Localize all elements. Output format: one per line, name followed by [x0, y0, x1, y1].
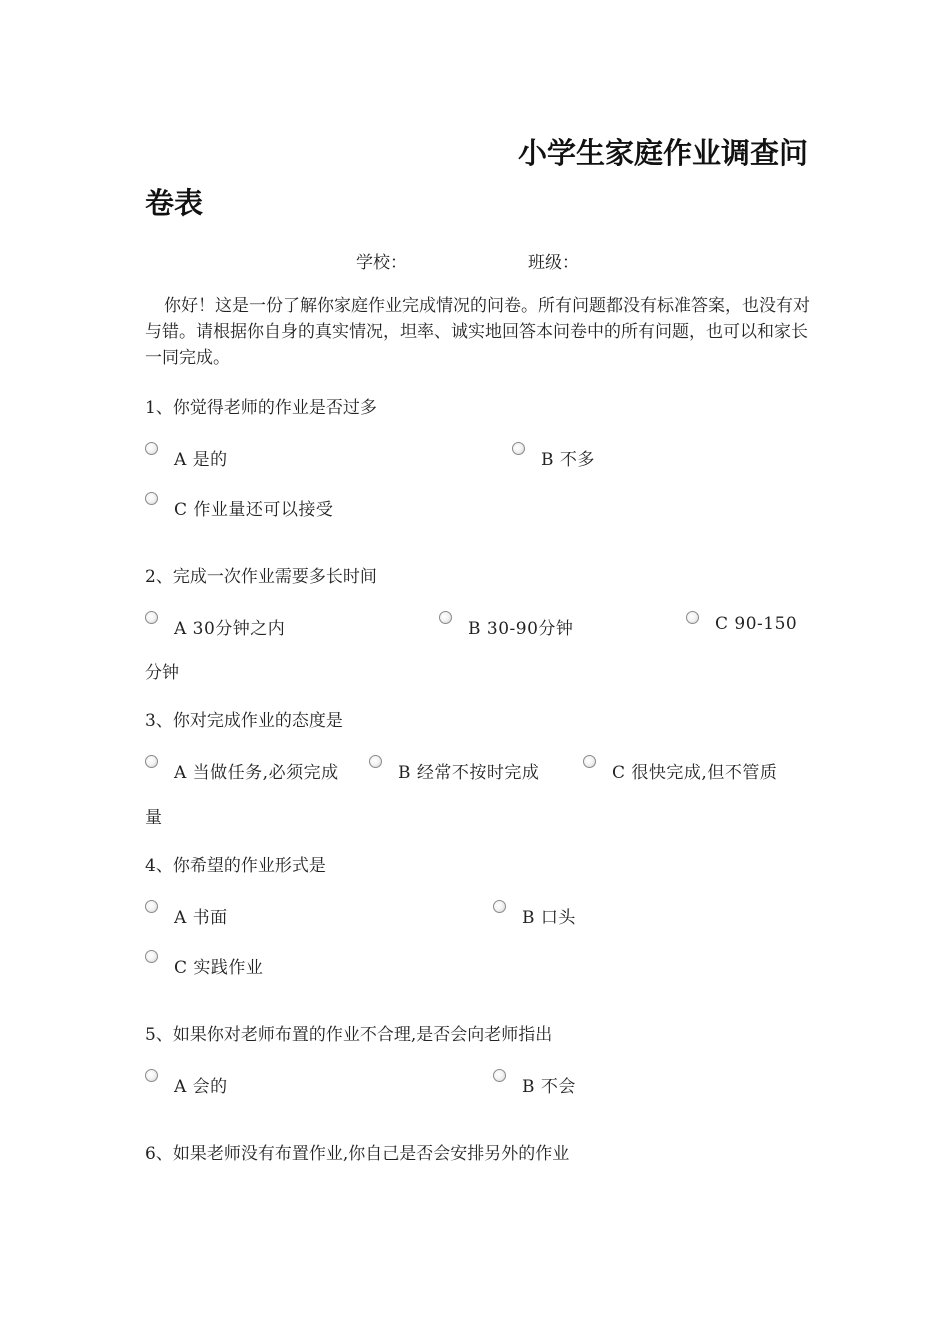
- radio-button-icon[interactable]: [439, 611, 452, 624]
- q5-option-b[interactable]: B 不会: [493, 1072, 576, 1097]
- radio-button-icon[interactable]: [493, 900, 506, 913]
- question-1: 1、你觉得老师的作业是否过多: [145, 398, 377, 418]
- radio-button-icon[interactable]: [145, 1069, 158, 1082]
- title-line-1: 小学生家庭作业调查问: [518, 136, 809, 170]
- q2-option-a[interactable]: A 30分钟之内: [145, 614, 285, 639]
- intro-paragraph: 你好！这是一份了解你家庭作业完成情况的问卷。所有问题都没有标准答案，也没有对与错。请根据你自身的真实情况，坦率、诚实地回答本问卷中的所有问题，也可以和家长一同完成。: [145, 296, 810, 368]
- class-label: 班级：: [528, 253, 579, 273]
- q1-option-a[interactable]: A 是的: [145, 445, 228, 470]
- radio-button-icon[interactable]: [145, 442, 158, 455]
- q5-option-a[interactable]: A 会的: [145, 1072, 228, 1097]
- question-4: 4、你希望的作业形式是: [145, 856, 326, 876]
- q3-option-c[interactable]: C 很快完成,但不管质: [583, 758, 777, 783]
- q4-option-a[interactable]: A 书面: [145, 903, 228, 928]
- question-6: 6、如果老师没有布置作业,你自己是否会安排另外的作业: [145, 1144, 570, 1164]
- radio-button-icon[interactable]: [512, 442, 525, 455]
- title-line-2: 卷表: [145, 186, 204, 220]
- q3-option-a[interactable]: A 当做任务,必须完成: [145, 758, 339, 783]
- radio-button-icon[interactable]: [686, 611, 699, 624]
- radio-button-icon[interactable]: [493, 1069, 506, 1082]
- q2-option-b[interactable]: B 30-90分钟: [439, 614, 573, 639]
- radio-button-icon[interactable]: [145, 611, 158, 624]
- radio-button-icon[interactable]: [369, 755, 382, 768]
- q4-option-b[interactable]: B 口头: [493, 903, 576, 928]
- q4-option-c[interactable]: C 实践作业: [145, 953, 263, 978]
- radio-button-icon[interactable]: [145, 900, 158, 913]
- q2-option-c[interactable]: C 90-150: [686, 614, 797, 634]
- radio-button-icon[interactable]: [583, 755, 596, 768]
- radio-button-icon[interactable]: [145, 755, 158, 768]
- radio-button-icon[interactable]: [145, 950, 158, 963]
- question-3: 3、你对完成作业的态度是: [145, 711, 343, 731]
- question-2: 2、完成一次作业需要多长时间: [145, 567, 377, 587]
- q1-option-b[interactable]: B 不多: [512, 445, 595, 470]
- q2-option-c-wrap: 分钟: [145, 663, 179, 683]
- q3-option-c-wrap: 量: [145, 808, 162, 828]
- q3-option-b[interactable]: B 经常不按时完成: [369, 758, 539, 783]
- school-label: 学校：: [356, 253, 407, 273]
- q1-option-c[interactable]: C 作业量还可以接受: [145, 495, 333, 520]
- radio-button-icon[interactable]: [145, 492, 158, 505]
- question-5: 5、如果你对老师布置的作业不合理,是否会向老师指出: [145, 1025, 553, 1045]
